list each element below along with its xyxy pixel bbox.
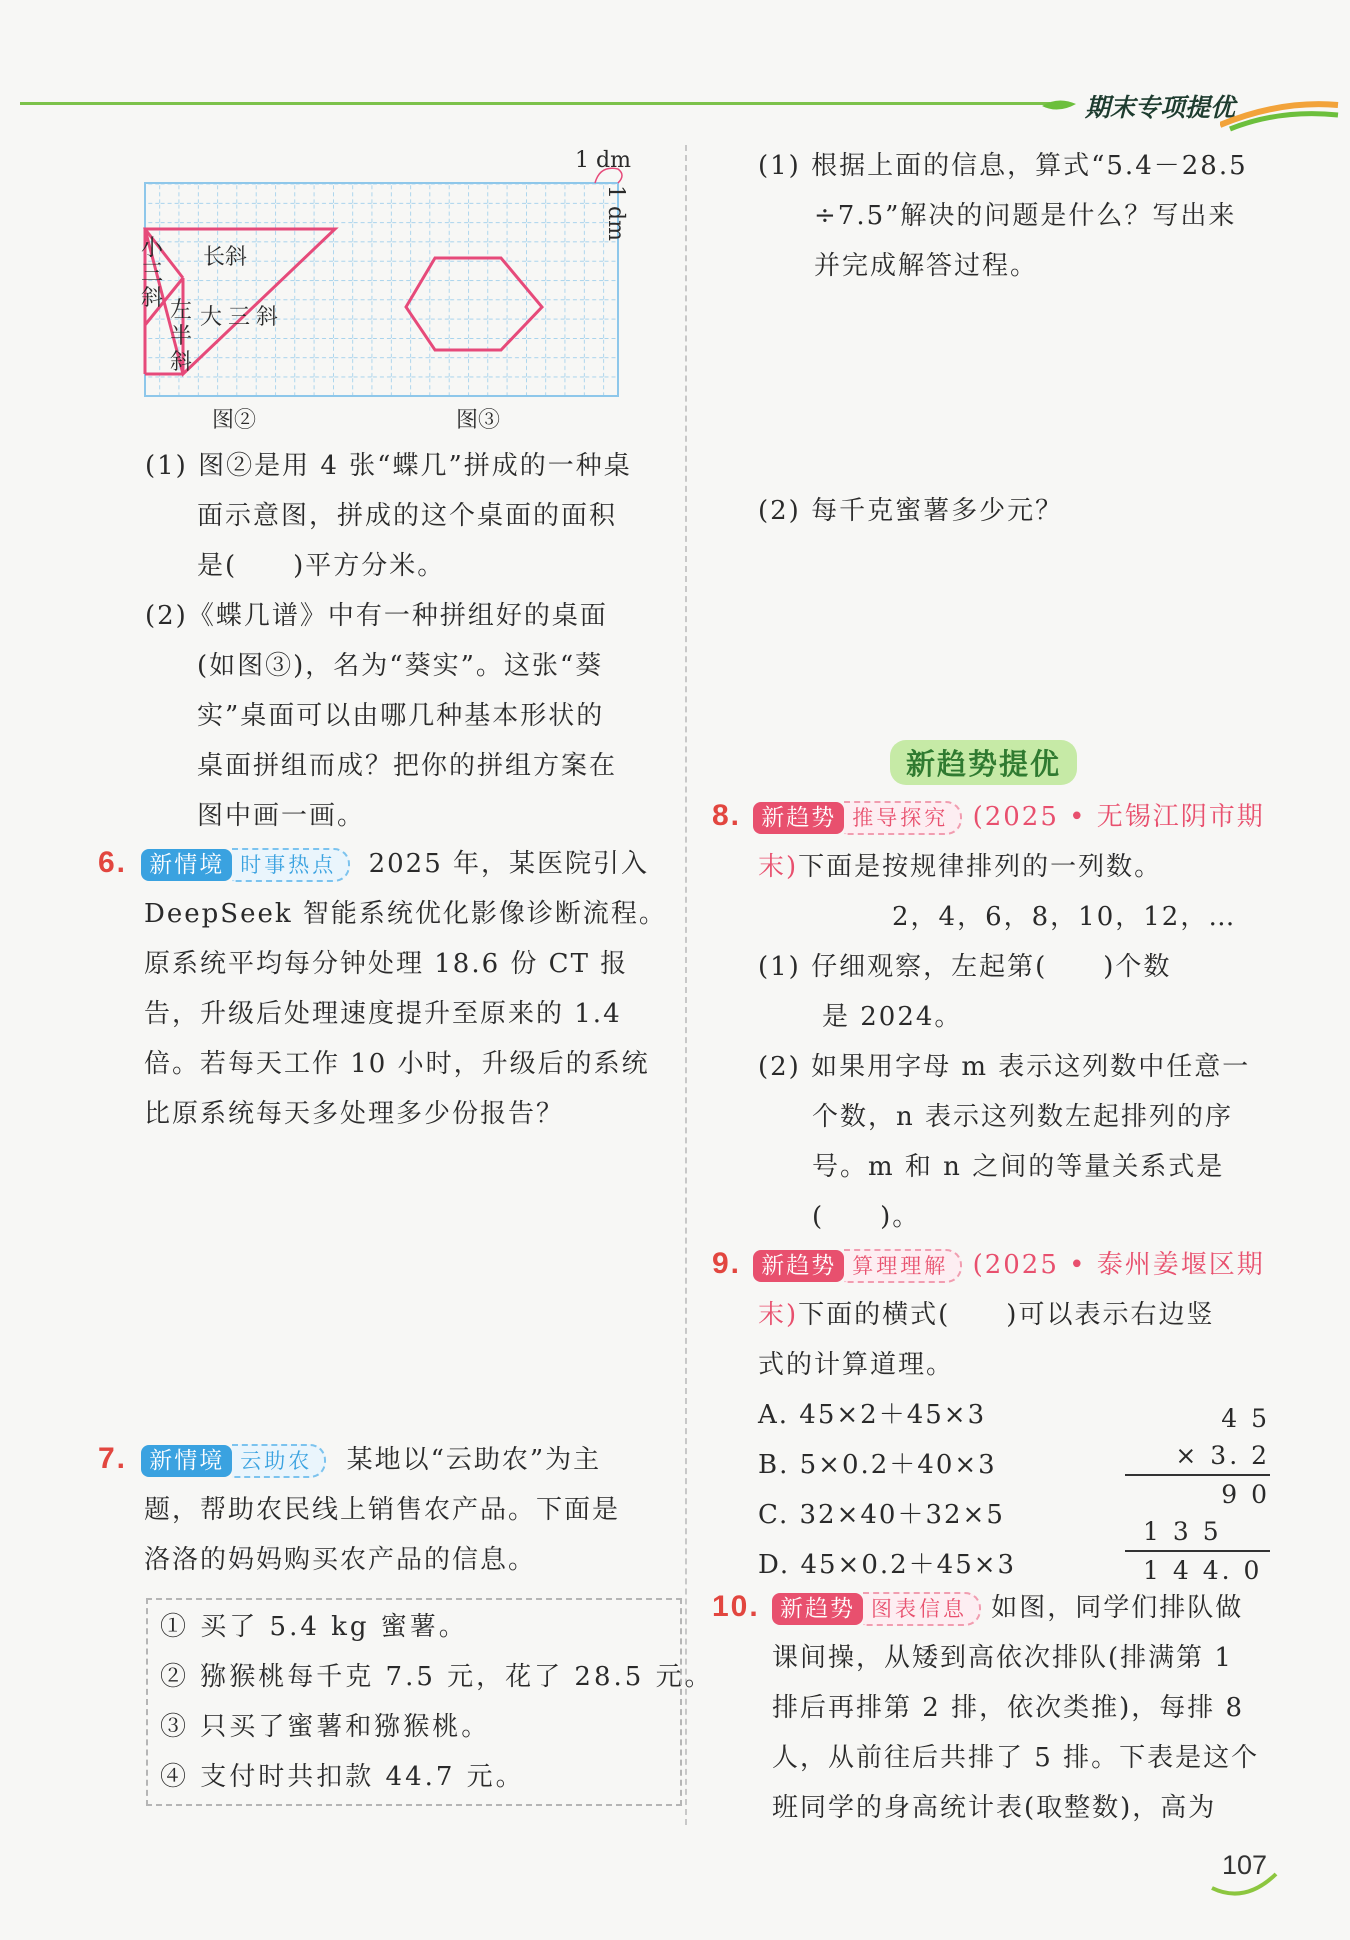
column-divider xyxy=(685,145,687,1825)
q7-badge: 新情境 xyxy=(141,1445,232,1477)
header-swoosh xyxy=(1220,95,1340,139)
caption-fig2: 图② xyxy=(212,408,257,433)
q10-number: 10. xyxy=(712,1590,760,1623)
q7-part1: (1) 根据上面的信息，算式“5.4－28.5 ÷7.5”解决的问题是什么？写出来 并完成解答过程。 xyxy=(758,151,1248,281)
section-title: 新趋势提优 xyxy=(890,740,1077,785)
q5-part1: (1) 图②是用 4 张“蝶几”拼成的一种桌 面示意图，拼成的这个桌面的面积 是( )平方分米。 xyxy=(145,451,632,581)
header-title: 期末专项提优 xyxy=(1085,93,1236,122)
q7-badge-sub: 云助农 xyxy=(232,1444,326,1478)
q9-option-c: C. 32×40＋32×5 xyxy=(758,1500,1005,1530)
q7-info-box xyxy=(146,1598,714,1806)
q5-part2: (2)《蝶几谱》中有一种拼组好的桌面 (如图③)，名为“葵实”。这张“葵 实”桌面可以由哪几种基本形状的 桌面拼组而成？把你的拼组方案在 图中画一画。 xyxy=(145,601,618,831)
q6-number: 6. xyxy=(98,846,128,879)
q9-option-d: D. 45×0.2＋45×3 xyxy=(758,1550,1017,1580)
header-leaf-icon xyxy=(1040,96,1080,120)
q9-badge: 新趋势 xyxy=(753,1250,844,1282)
q9-vertical-calc: 4 5 × 3. 2 9 0 1 3 5 1 4 4. 0 xyxy=(1125,1400,1270,1589)
q9: 9. 新趋势 算理理解 (2025 • 泰州姜堰区期 末)下面的横式( )可以表示右边竖 式的计算道理。 A. 45×2＋45×3 B. 5×0.2＋40×3 C. 32×40＋32×5 D. 45×0.2＋45×3 xyxy=(712,1239,1265,1590)
q6-badge: 新情境 xyxy=(141,849,232,881)
q9-option-a: A. 45×2＋45×3 xyxy=(758,1400,987,1430)
q8-sequence: 2，4，6，8，10，12，… xyxy=(892,902,1237,932)
q6: 6. 新情境 时事热点 2025 年，某医院引入 DeepSeek 智能系统优化影像诊断流程。 原系统平均每分钟处理 18.6 份 CT 报 告，升级后处理速度提升至原来的 1.4 倍。若每天工作 10 小时，升级后的系统 比原系统每天多处理多少份报告？ xyxy=(98,846,667,1129)
q7-number: 7. xyxy=(98,1442,128,1475)
q8-number: 8. xyxy=(712,799,742,832)
label-left-half: 左半斜 xyxy=(170,298,193,375)
q7: 7. 新情境 云助农 某地以“云助农”为主 题，帮助农民线上销售农产品。下面是 洛洛的妈妈购买农产品的信息。 xyxy=(98,1442,621,1575)
q9-number: 9. xyxy=(712,1247,742,1280)
caption-fig3: 图③ xyxy=(456,408,501,433)
q7-part2: (2) 每千克蜜薯多少元？ xyxy=(758,496,1064,526)
label-big: 大三斜 xyxy=(200,305,285,330)
q6-badge-sub: 时事热点 xyxy=(232,848,350,882)
q9-badge-sub: 算理理解 xyxy=(844,1249,962,1283)
q8-badge: 新趋势 xyxy=(753,802,844,834)
grid-figure xyxy=(140,145,680,410)
dm-side-label: 1 dm xyxy=(603,185,628,241)
q7-info-3: ③ 只买了蜜薯和猕猴桃。 xyxy=(160,1712,491,1742)
q8-badge-sub: 推导探究 xyxy=(844,801,962,835)
q10: 10. 新趋势 图表信息 如图，同学们排队做 课间操，从矮到高依次排队(排满第 1 排后再排第 2 排，依次类推)，每排 8 人，从前往后共排了 5 排。下表是这个 班同学的身高统计表(取整数)，高为 xyxy=(712,1590,1260,1823)
header-line xyxy=(20,102,1050,105)
label-small: 小三斜 xyxy=(141,236,164,311)
page-number: 107 xyxy=(1222,1850,1268,1880)
dm-top-label: 1 dm xyxy=(575,148,631,173)
label-long: 长斜 xyxy=(203,245,248,270)
page-number-swoosh xyxy=(1210,1870,1280,1904)
q10-badge-sub: 图表信息 xyxy=(863,1592,981,1626)
q10-badge: 新趋势 xyxy=(772,1593,863,1625)
q9-option-b: B. 5×0.2＋40×3 xyxy=(758,1450,997,1480)
q7-info-1: ① 买了 5.4 kg 蜜薯。 xyxy=(160,1612,468,1642)
q8: 8. 新趋势 推导探究 (2025 • 无锡江阴市期 末)下面是按规律排列的一列数。 2，4，6，8，10，12，… (1) 仔细观察，左起第( )个数 是 2024。 (2) 如果用字母 m 表示这列数中任意一 个数，n 表示这列数左起排列的序 号。m 和 n 之间的等量关系式是 ( )。 xyxy=(712,799,1265,1232)
q7-info-4: ④ 支付时共扣款 44.7 元。 xyxy=(160,1762,525,1792)
q7-info-2: ② 猕猴桃每千克 7.5 元，花了 28.5 元。 xyxy=(160,1662,714,1692)
